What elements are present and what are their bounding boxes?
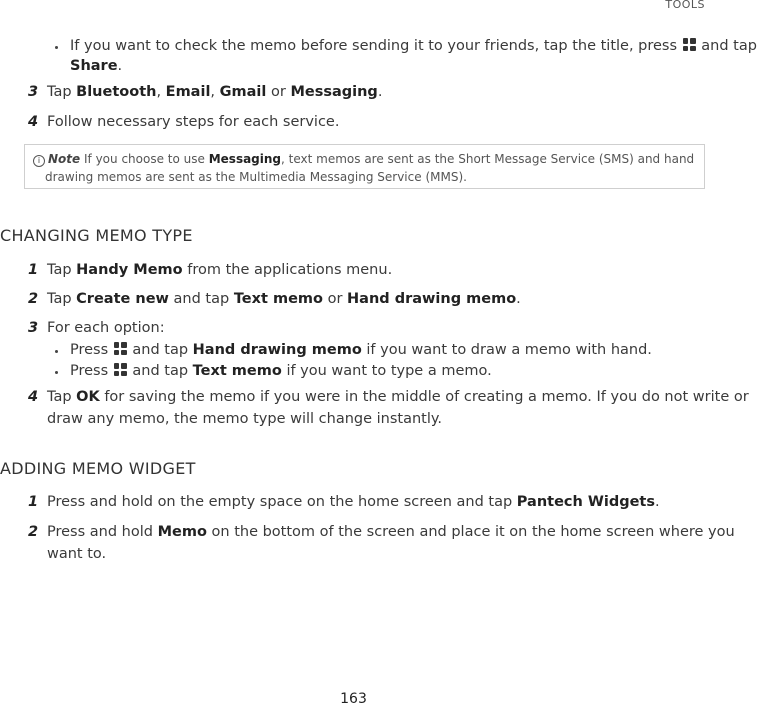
page-number: 163 bbox=[340, 691, 367, 707]
adding-step2-line1: Press and hold Memo on the bottom of the screen and place it on the home screen where you bbox=[47, 524, 735, 540]
intro-bullet-line2: Share. bbox=[70, 58, 123, 74]
changing-step3: For each option: bbox=[47, 320, 165, 336]
step-number: 3 bbox=[28, 320, 39, 336]
step-number: 4 bbox=[28, 389, 39, 405]
step-number: 2 bbox=[28, 524, 39, 540]
step-number: 1 bbox=[28, 262, 39, 278]
changing-step4-line1: Tap OK for saving the memo if you were in the middle of creating a memo. If you do not write or bbox=[47, 389, 749, 405]
intro-step4: Follow necessary steps for each service. bbox=[47, 114, 340, 130]
menu-grid-icon bbox=[114, 363, 127, 376]
section-header: TOOLS bbox=[665, 0, 705, 11]
note-line2: drawing memos are sent as the Multimedia Messaging Service (MMS). bbox=[45, 170, 467, 184]
bullet-dot bbox=[55, 371, 58, 374]
bullet-dot bbox=[55, 46, 58, 49]
adding-step2-line2: want to. bbox=[47, 546, 107, 562]
changing-bullet2: Press and tap Text memo if you want to type a memo. bbox=[70, 363, 492, 379]
changing-step2: Tap Create new and tap Text memo or Hand drawing memo. bbox=[47, 291, 521, 307]
intro-bullet-line1: If you want to check the memo before sending it to your friends, tap the title, press and tap bbox=[70, 38, 757, 54]
bullet-dot bbox=[55, 350, 58, 353]
info-icon: i bbox=[33, 155, 45, 167]
changing-step4-line2: draw any memo, the memo type will change instantly. bbox=[47, 411, 442, 427]
section-heading-adding: ADDING MEMO WIDGET bbox=[0, 459, 196, 478]
menu-grid-icon bbox=[114, 342, 127, 355]
note-box bbox=[24, 144, 705, 189]
step-number: 2 bbox=[28, 291, 39, 307]
intro-step3: Tap Bluetooth, Email, Gmail or Messaging. bbox=[47, 84, 383, 100]
note-label: Note bbox=[48, 152, 81, 166]
section-heading-changing: CHANGING MEMO TYPE bbox=[0, 226, 193, 245]
step-number: 4 bbox=[28, 114, 39, 130]
step-number: 3 bbox=[28, 84, 39, 100]
changing-step1: Tap Handy Memo from the applications menu. bbox=[47, 262, 393, 278]
step-number: 1 bbox=[28, 494, 39, 510]
adding-step1: Press and hold on the empty space on the home screen and tap Pantech Widgets. bbox=[47, 494, 660, 510]
changing-bullet1: Press and tap Hand drawing memo if you want to draw a memo with hand. bbox=[70, 342, 652, 358]
menu-grid-icon bbox=[683, 38, 696, 51]
note-line1: i Note If you choose to use Messaging, text memos are sent as the Short Message Service (SMS) and hand bbox=[33, 151, 694, 168]
